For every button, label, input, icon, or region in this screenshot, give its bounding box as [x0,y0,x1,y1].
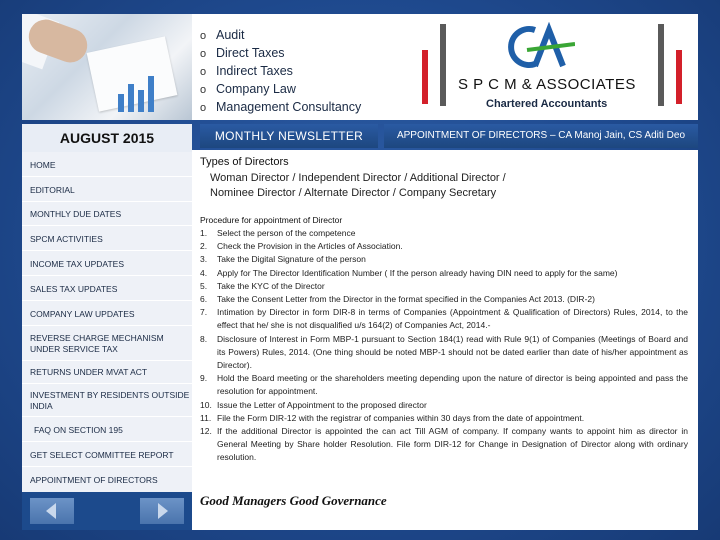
newsletter-label: MONTHLY NEWSLETTER [200,124,378,148]
tagline: Good Managers Good Governance [200,493,387,508]
sidebar-menu [22,152,192,492]
arrow-left-icon [30,498,74,524]
types-list [210,171,650,201]
sidebar-item-get-select-committee-report[interactable]: GET SELECT COMMITTEE REPORT [30,450,174,460]
procedure-step: 7. Intimation by Director in form DIR-8 in terms of Companies (Appointment & Qualification of Directors) Rules, 2014, to the effect that he/ she is not disqualified u/s 164(2) of Companies Act, 2014.- [200,307,688,331]
sidebar-item-income-tax-updates[interactable]: INCOME TAX UPDATES [30,259,124,269]
service-item: o Company Law [200,82,296,96]
navigation-bar [22,492,192,530]
procedure-step: 9. Hold the Board meeting or the shareholders meeting depending upon the nature of director is being appointed and pass the resolution for appointment. [200,373,688,397]
arrow-right-icon [140,498,184,524]
services-list [200,26,361,116]
service-item: o Audit [200,28,245,42]
business-photo [22,14,192,120]
sidebar-item-company-law-updates[interactable]: COMPANY LAW UPDATES [30,309,135,319]
procedure-step: 3. Take the Digital Signature of the person [200,254,366,265]
sidebar-item-sales-tax-updates[interactable]: SALES TAX UPDATES [30,284,118,294]
procedure-step: 11. File the Form DIR-12 with the registrar of companies within 30 days from the date of appointment. [200,412,585,423]
procedure-step: 4. Apply for The Director Identification Number ( If the person already having DIN need to apply for the same) [200,267,618,278]
sidebar-item-home[interactable]: HOME [30,160,56,170]
logo-gray-bar-left [440,24,446,106]
sidebar-item-editorial[interactable]: EDITORIAL [30,185,75,195]
procedure-step: 2. Check the Provision in the Articles of Association. [200,241,403,252]
types-line: Nominee Director / Alternate Director / Company Secretary [210,187,497,199]
sidebar-item-spcm-activities[interactable]: SPCM ACTIVITIES [30,234,103,244]
types-heading: Types of Directors [200,156,289,168]
service-item: o Management Consultancy [200,100,362,114]
ca-logo-icon [505,22,575,72]
firm-subtitle: Chartered Accountants [486,98,608,110]
procedure-step: 6. Take the Consent Letter from the Director in the format specified in the Companies Act 2013. (DIR-2) [200,294,595,305]
sidebar-item-returns-under-mvat[interactable]: RETURNS UNDER MVAT ACT [30,367,148,377]
firm-name: S P C M & ASSOCIATES [458,76,636,93]
sidebar-item-faq-section-195[interactable]: FAQ ON SECTION 195 [34,425,123,435]
logo-red-bar-left [422,50,428,104]
logo-gray-bar-right [658,24,664,106]
article-title: APPOINTMENT OF DIRECTORS – CA Manoj Jain, CS Aditi Deo [384,124,698,148]
service-item: o Indirect Taxes [200,64,293,78]
types-line: Woman Director / Independent Director / Additional Director / [210,172,506,184]
issue-month: AUGUST 2015 [22,124,192,152]
service-item: o Direct Taxes [200,46,285,60]
procedure-heading: Procedure for appointment of Director [200,215,343,225]
procedure-step: 12. If the additional Director is appointed the can act Till AGM of company. If company wants to appoint him as director in General Meeting by Share holder Resolution. File form DIR-12 for Change in Designation of Director along with ordinary resolution. [200,426,688,463]
procedure-step: 8. Disclosure of Interest in Form MBP-1 pursuant to Section 184(1) read with Rule 9(1) of Companies (Meetings of Board and its Powers) Rules, 2014. (One thing should be noted MBP-1 should not be dated earlier than date of his/her appointment as Director). [200,333,688,371]
sidebar-item-investment-by-residents[interactable]: INVESTMENT BY RESIDENTS OUTSIDE INDIA [30,390,190,411]
procedure-step: 10. Issue the Letter of Appointment to the proposed director [200,399,427,410]
procedure-step: 5. Take the KYC of the Director [200,280,325,291]
procedure-step: 1. Select the person of the competence [200,228,356,238]
logo-red-bar-right [676,50,682,104]
sidebar-item-monthly-due-dates[interactable]: MONTHLY DUE DATES [30,209,122,219]
procedure-steps [200,227,688,465]
sidebar-item-reverse-charge-mechanism[interactable]: REVERSE CHARGE MECHANISM UNDER SERVICE TAX [30,333,164,354]
next-button[interactable] [140,498,184,524]
previous-button[interactable] [30,498,74,524]
sidebar-item-appointment-of-directors[interactable]: APPOINTMENT OF DIRECTORS [30,475,158,485]
